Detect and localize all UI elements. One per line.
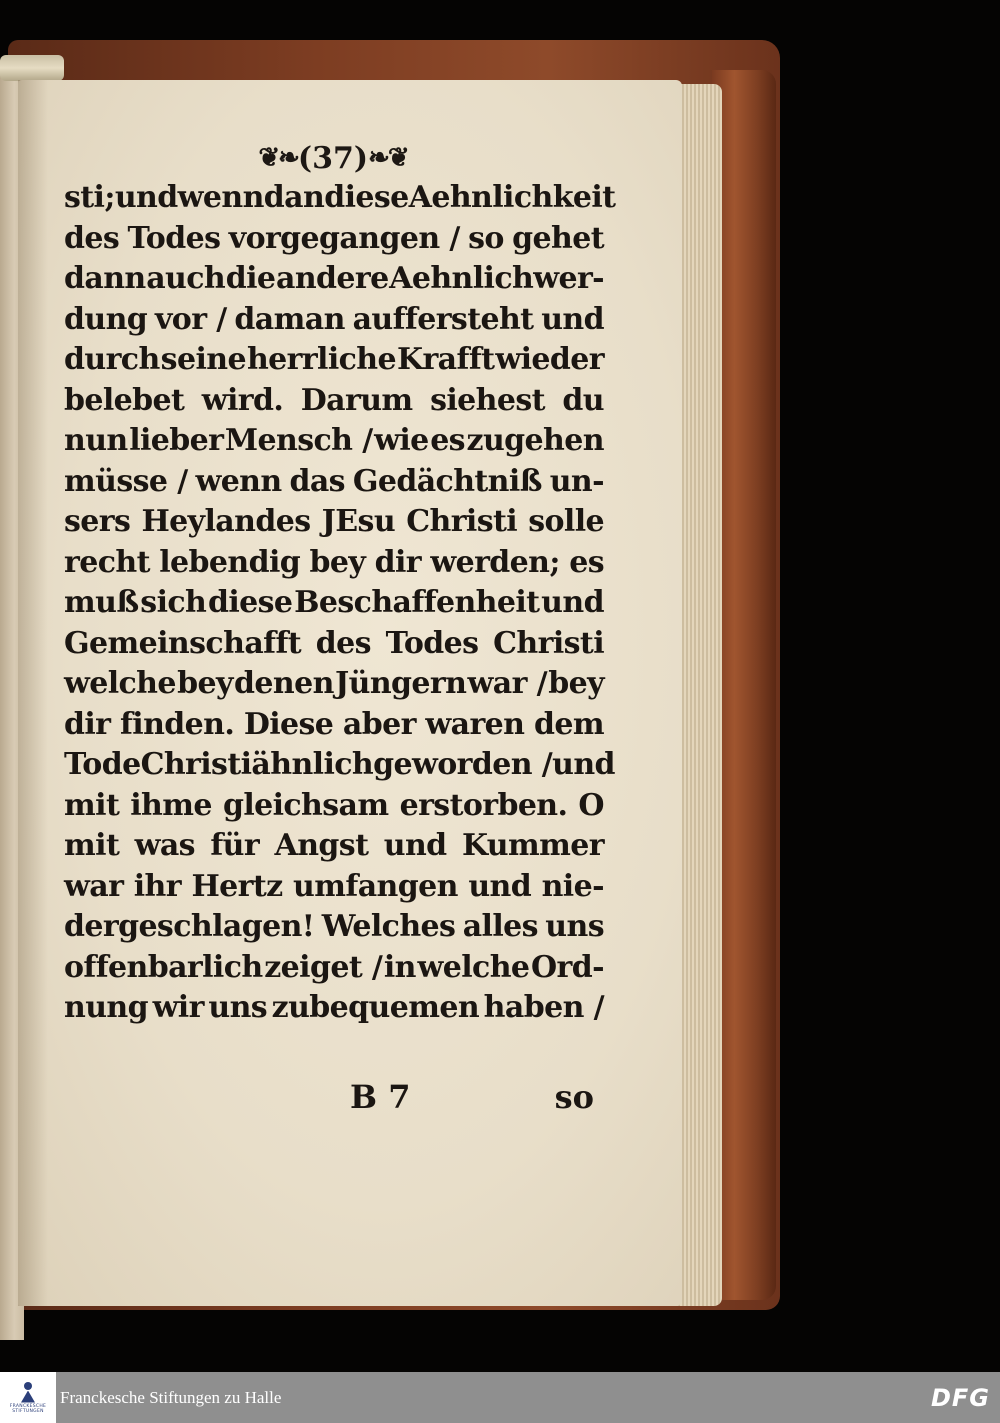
word: die: [225, 261, 276, 296]
word: Darum: [300, 382, 413, 418]
binding-thread: [0, 55, 64, 81]
word: dann: [64, 261, 146, 296]
word: bey: [548, 666, 604, 701]
text-line: [64, 583, 604, 624]
word: andere: [275, 261, 389, 296]
text-line: [64, 624, 604, 665]
text-line: [64, 178, 616, 219]
word: Krafft: [397, 342, 495, 377]
word: gehet: [512, 220, 604, 256]
word: dergeschlagen!: [64, 909, 315, 944]
text-line: [64, 381, 604, 422]
word: Welches: [321, 909, 456, 944]
word: geworden /: [373, 747, 553, 782]
word: finden.: [119, 706, 235, 742]
word: Aehnlichwer-: [389, 261, 604, 296]
word: Todes: [127, 220, 221, 256]
text-line: [64, 867, 604, 908]
word: sti;: [64, 180, 115, 215]
page-foot: [64, 1078, 594, 1122]
text-line: [64, 988, 604, 1029]
word: gleichsam: [222, 787, 389, 823]
word: Tode: [64, 747, 141, 782]
word: des: [315, 625, 371, 661]
text-line: [64, 745, 615, 786]
text-line: [64, 259, 604, 300]
text-line: [64, 462, 604, 503]
word: durch: [64, 342, 160, 377]
header-ornament-left: ❦❧: [258, 143, 298, 173]
word: Mensch /: [224, 423, 373, 458]
word: nie-: [541, 868, 604, 904]
text-line: [64, 948, 604, 989]
word: muß: [64, 585, 139, 620]
gutter-shadow: [18, 80, 48, 1306]
word: Gemeinschafft: [64, 625, 302, 661]
word: daman: [234, 301, 345, 337]
word: lieber: [129, 423, 224, 458]
word: du: [562, 382, 604, 418]
word: Beschaffenheit: [294, 585, 540, 620]
word: O: [578, 787, 604, 823]
word: welche: [64, 666, 176, 701]
word: mit: [64, 828, 120, 863]
word: und: [541, 585, 604, 620]
word: aber: [342, 706, 416, 742]
word: zeiget /: [264, 949, 383, 985]
word: nun: [64, 423, 128, 458]
word: haben /: [483, 990, 604, 1025]
word: und: [114, 180, 178, 215]
text-line: [64, 826, 604, 867]
word: auffersteht: [352, 301, 534, 337]
body-text: [64, 178, 616, 1029]
word: Angst: [274, 828, 369, 863]
word: ihme: [130, 787, 212, 823]
word: dan: [263, 180, 325, 215]
word: wenn: [195, 463, 282, 499]
word: siehest: [430, 382, 545, 418]
word: Ord-: [531, 949, 604, 985]
word: Gedächtniß: [352, 463, 542, 499]
word: in: [383, 949, 416, 985]
dfg-logo[interactable]: DFG: [930, 1384, 990, 1412]
word: recht: [64, 544, 150, 580]
page-stack-edges: [676, 84, 722, 1306]
text-line: [64, 340, 604, 381]
word: vorgegangen /: [228, 220, 460, 256]
text-line: [64, 907, 604, 948]
word: mit: [64, 787, 120, 823]
word: solle: [528, 504, 604, 539]
word: welche: [417, 949, 530, 985]
word: uns: [545, 909, 604, 944]
word: war: [64, 868, 124, 904]
text-line: [64, 705, 604, 746]
text-line: [64, 219, 604, 260]
institution-name[interactable]: Franckesche Stiftungen zu Halle: [60, 1387, 282, 1407]
word: Kummer: [461, 828, 604, 863]
page-header: [238, 136, 428, 180]
word: ähnlich: [251, 747, 374, 782]
word: herrliche: [246, 342, 397, 377]
word: war /: [467, 666, 548, 701]
word: diese: [324, 180, 409, 215]
word: vor /: [154, 301, 227, 337]
word: des: [64, 220, 120, 256]
word: ihr: [133, 868, 181, 904]
word: erstorben.: [399, 787, 568, 823]
word: nung: [64, 990, 149, 1025]
word: und: [541, 301, 604, 337]
word: offenbarlich: [64, 949, 263, 985]
word: Christi: [140, 747, 252, 782]
word: Jüngern: [335, 666, 467, 701]
word: das: [289, 463, 345, 499]
word: JEsu: [321, 504, 396, 539]
word: Aehnlichkeit: [408, 180, 616, 215]
word: sers: [64, 504, 131, 539]
institution-logo[interactable]: [0, 1372, 56, 1423]
word: und: [552, 747, 615, 782]
text-line: [64, 502, 604, 543]
word: dir: [64, 706, 111, 742]
word: wieder: [495, 342, 604, 377]
word: seine: [160, 342, 246, 377]
word: Todes: [385, 625, 479, 661]
text-line: [64, 421, 604, 462]
francke-logo-icon: [19, 1382, 37, 1404]
text-line: [64, 300, 604, 341]
word: uns: [208, 990, 268, 1025]
word: Christi: [493, 625, 604, 661]
word: wenn: [177, 180, 264, 215]
text-line: [64, 786, 604, 827]
word: dung: [64, 301, 148, 337]
word: wir: [152, 990, 204, 1025]
word: Heylandes: [141, 504, 311, 539]
word: Hertz: [191, 868, 283, 904]
word: und: [383, 828, 447, 863]
word: dir: [374, 544, 421, 580]
catchword: so: [554, 1078, 594, 1116]
word: Christi: [406, 504, 518, 539]
word: bey: [177, 666, 233, 701]
word: wird.: [201, 382, 284, 418]
signature-mark: B 7: [350, 1078, 411, 1116]
word: zubequemen: [271, 990, 480, 1025]
word: dem: [533, 706, 604, 742]
word: müsse /: [64, 463, 188, 499]
word: und: [468, 868, 532, 904]
word: alles: [462, 909, 538, 944]
word: zugehen: [466, 423, 604, 458]
word: bey: [309, 544, 366, 580]
logo-text: FRANCKESCHE STIFTUNGEN: [9, 1403, 47, 1414]
text-line: [64, 543, 604, 584]
word: Diese: [243, 706, 334, 742]
word: werden;: [430, 544, 560, 580]
word: für: [210, 828, 260, 863]
page-number: (37): [297, 140, 369, 176]
word: es: [430, 423, 465, 458]
text-line: [64, 664, 604, 705]
word: denen: [234, 666, 334, 701]
word: lebendig: [159, 544, 301, 580]
word: un-: [549, 463, 604, 499]
word: umfangen: [293, 868, 458, 904]
word: belebet: [64, 382, 185, 418]
word: was: [134, 828, 195, 863]
word: waren: [425, 706, 525, 742]
word: auch: [146, 261, 226, 296]
word: diese: [207, 585, 293, 620]
viewer-footer: [0, 1372, 1000, 1423]
word: es: [569, 544, 604, 580]
header-ornament-right: ❧❦: [368, 143, 408, 173]
word: wie: [374, 423, 429, 458]
word: sich: [140, 585, 207, 620]
word: so: [468, 220, 504, 256]
